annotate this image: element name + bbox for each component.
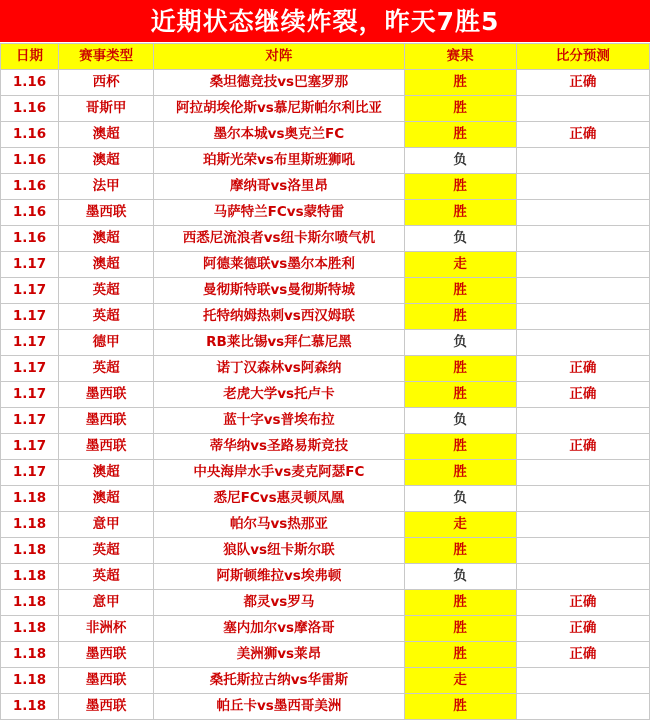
- cell-date: 1.18: [1, 694, 59, 720]
- column-header-match: 对阵: [154, 44, 404, 70]
- header-row: [1, 44, 650, 70]
- table-row: [1, 148, 650, 174]
- cell-league: 英超: [59, 564, 154, 590]
- column-header-date: 日期: [1, 44, 59, 70]
- cell-prediction: [516, 174, 649, 200]
- cell-result: 负: [404, 148, 516, 174]
- cell-result: 胜: [404, 356, 516, 382]
- cell-prediction: 正确: [516, 356, 649, 382]
- cell-date: 1.17: [1, 252, 59, 278]
- cell-prediction: [516, 278, 649, 304]
- cell-result: 胜: [404, 174, 516, 200]
- cell-match: 蒂华纳vs圣路易斯竞技: [154, 434, 404, 460]
- cell-date: 1.16: [1, 226, 59, 252]
- cell-match: 塞内加尔vs摩洛哥: [154, 616, 404, 642]
- cell-league: 澳超: [59, 252, 154, 278]
- cell-league: 英超: [59, 304, 154, 330]
- cell-date: 1.17: [1, 356, 59, 382]
- table-body: [1, 70, 650, 720]
- cell-prediction: [516, 564, 649, 590]
- cell-date: 1.16: [1, 200, 59, 226]
- cell-prediction: [516, 330, 649, 356]
- cell-prediction: [516, 694, 649, 720]
- cell-league: 澳超: [59, 486, 154, 512]
- table-row: [1, 512, 650, 538]
- cell-result: 胜: [404, 642, 516, 668]
- cell-match: 珀斯光荣vs布里斯班狮吼: [154, 148, 404, 174]
- cell-result: 负: [404, 408, 516, 434]
- cell-result: 胜: [404, 590, 516, 616]
- table-row: [1, 174, 650, 200]
- cell-match: 蓝十字vs普埃布拉: [154, 408, 404, 434]
- cell-date: 1.16: [1, 70, 59, 96]
- cell-prediction: 正确: [516, 616, 649, 642]
- cell-date: 1.18: [1, 668, 59, 694]
- cell-match: 阿拉胡埃伦斯vs慕尼斯帕尔利比亚: [154, 96, 404, 122]
- cell-match: 诺丁汉森林vs阿森纳: [154, 356, 404, 382]
- cell-league: 英超: [59, 278, 154, 304]
- cell-result: 走: [404, 668, 516, 694]
- cell-result: 胜: [404, 278, 516, 304]
- table-row: [1, 70, 650, 96]
- cell-prediction: [516, 512, 649, 538]
- table-row: [1, 252, 650, 278]
- cell-prediction: 正确: [516, 70, 649, 96]
- cell-date: 1.17: [1, 460, 59, 486]
- cell-league: 澳超: [59, 122, 154, 148]
- cell-prediction: 正确: [516, 382, 649, 408]
- table-row: [1, 538, 650, 564]
- table-row: [1, 590, 650, 616]
- cell-prediction: [516, 304, 649, 330]
- cell-date: 1.18: [1, 538, 59, 564]
- cell-result: 胜: [404, 70, 516, 96]
- cell-league: 墨西联: [59, 642, 154, 668]
- cell-date: 1.17: [1, 304, 59, 330]
- cell-match: 狼队vs纽卡斯尔联: [154, 538, 404, 564]
- cell-prediction: [516, 538, 649, 564]
- cell-league: 非洲杯: [59, 616, 154, 642]
- cell-match: 阿德莱德联vs墨尔本胜利: [154, 252, 404, 278]
- cell-league: 墨西联: [59, 434, 154, 460]
- cell-league: 墨西联: [59, 668, 154, 694]
- cell-result: 胜: [404, 434, 516, 460]
- cell-result: 走: [404, 252, 516, 278]
- cell-date: 1.18: [1, 486, 59, 512]
- table-row: [1, 408, 650, 434]
- cell-match: 墨尔本城vs奥克兰FC: [154, 122, 404, 148]
- cell-date: 1.16: [1, 122, 59, 148]
- results-table: [0, 43, 650, 720]
- page-title: 近期状态继续炸裂，昨天7胜5: [150, 6, 500, 36]
- cell-league: 法甲: [59, 174, 154, 200]
- cell-result: 胜: [404, 460, 516, 486]
- cell-date: 1.18: [1, 564, 59, 590]
- title-banner: [0, 0, 650, 43]
- table-row: [1, 356, 650, 382]
- cell-league: 意甲: [59, 512, 154, 538]
- cell-result: 走: [404, 512, 516, 538]
- cell-league: 英超: [59, 356, 154, 382]
- column-header-league: 赛事类型: [59, 44, 154, 70]
- cell-match: 美洲狮vs莱昂: [154, 642, 404, 668]
- table-row: [1, 200, 650, 226]
- table-row: [1, 564, 650, 590]
- cell-result: 负: [404, 226, 516, 252]
- cell-prediction: [516, 148, 649, 174]
- table-row: [1, 642, 650, 668]
- cell-match: 阿斯顿维拉vs埃弗顿: [154, 564, 404, 590]
- cell-league: 澳超: [59, 148, 154, 174]
- cell-league: 澳超: [59, 460, 154, 486]
- cell-prediction: 正确: [516, 642, 649, 668]
- cell-league: 澳超: [59, 226, 154, 252]
- cell-result: 负: [404, 564, 516, 590]
- table-row: [1, 486, 650, 512]
- cell-league: 意甲: [59, 590, 154, 616]
- cell-result: 负: [404, 330, 516, 356]
- cell-date: 1.16: [1, 96, 59, 122]
- cell-prediction: [516, 226, 649, 252]
- cell-league: 德甲: [59, 330, 154, 356]
- cell-result: 胜: [404, 694, 516, 720]
- cell-match: 桑托斯拉古纳vs华雷斯: [154, 668, 404, 694]
- table-row: [1, 278, 650, 304]
- cell-prediction: [516, 486, 649, 512]
- cell-prediction: [516, 668, 649, 694]
- cell-result: 胜: [404, 538, 516, 564]
- cell-league: 西杯: [59, 70, 154, 96]
- cell-league: 墨西联: [59, 382, 154, 408]
- cell-prediction: 正确: [516, 590, 649, 616]
- cell-prediction: [516, 460, 649, 486]
- cell-prediction: [516, 408, 649, 434]
- table-row: [1, 96, 650, 122]
- column-header-result: 赛果: [404, 44, 516, 70]
- cell-prediction: 正确: [516, 122, 649, 148]
- cell-match: 悉尼FCvs惠灵顿凤凰: [154, 486, 404, 512]
- cell-match: 马萨特兰FCvs蒙特雷: [154, 200, 404, 226]
- table-header: [1, 44, 650, 70]
- cell-match: 帕尔马vs热那亚: [154, 512, 404, 538]
- cell-match: 帕丘卡vs墨西哥美洲: [154, 694, 404, 720]
- cell-league: 墨西联: [59, 694, 154, 720]
- cell-league: 哥斯甲: [59, 96, 154, 122]
- cell-match: 托特纳姆热刺vs西汉姆联: [154, 304, 404, 330]
- cell-match: 都灵vs罗马: [154, 590, 404, 616]
- cell-date: 1.17: [1, 382, 59, 408]
- table-row: [1, 460, 650, 486]
- cell-date: 1.18: [1, 590, 59, 616]
- cell-prediction: [516, 252, 649, 278]
- table-row: [1, 122, 650, 148]
- cell-result: 胜: [404, 200, 516, 226]
- table-row: [1, 668, 650, 694]
- cell-date: 1.18: [1, 642, 59, 668]
- cell-date: 1.18: [1, 616, 59, 642]
- cell-league: 英超: [59, 538, 154, 564]
- cell-match: RB莱比锡vs拜仁慕尼黑: [154, 330, 404, 356]
- cell-match: 中央海岸水手vs麦克阿瑟FC: [154, 460, 404, 486]
- cell-date: 1.16: [1, 174, 59, 200]
- cell-match: 桑坦德竞技vs巴塞罗那: [154, 70, 404, 96]
- cell-result: 胜: [404, 96, 516, 122]
- cell-match: 老虎大学vs托卢卡: [154, 382, 404, 408]
- cell-date: 1.17: [1, 330, 59, 356]
- cell-league: 墨西联: [59, 408, 154, 434]
- cell-result: 胜: [404, 382, 516, 408]
- table-row: [1, 434, 650, 460]
- cell-prediction: 正确: [516, 434, 649, 460]
- cell-date: 1.16: [1, 148, 59, 174]
- cell-date: 1.17: [1, 278, 59, 304]
- cell-result: 胜: [404, 616, 516, 642]
- cell-league: 墨西联: [59, 200, 154, 226]
- table-row: [1, 616, 650, 642]
- cell-match: 曼彻斯特联vs曼彻斯特城: [154, 278, 404, 304]
- cell-date: 1.17: [1, 434, 59, 460]
- cell-prediction: [516, 96, 649, 122]
- table-row: [1, 304, 650, 330]
- table-row: [1, 330, 650, 356]
- cell-date: 1.17: [1, 408, 59, 434]
- table-row: [1, 382, 650, 408]
- cell-prediction: [516, 200, 649, 226]
- cell-date: 1.18: [1, 512, 59, 538]
- cell-match: 摩纳哥vs洛里昂: [154, 174, 404, 200]
- table-row: [1, 226, 650, 252]
- column-header-prediction: 比分预测: [516, 44, 649, 70]
- cell-match: 西悉尼流浪者vs纽卡斯尔喷气机: [154, 226, 404, 252]
- table-row: [1, 694, 650, 720]
- cell-result: 胜: [404, 304, 516, 330]
- cell-result: 胜: [404, 122, 516, 148]
- cell-result: 负: [404, 486, 516, 512]
